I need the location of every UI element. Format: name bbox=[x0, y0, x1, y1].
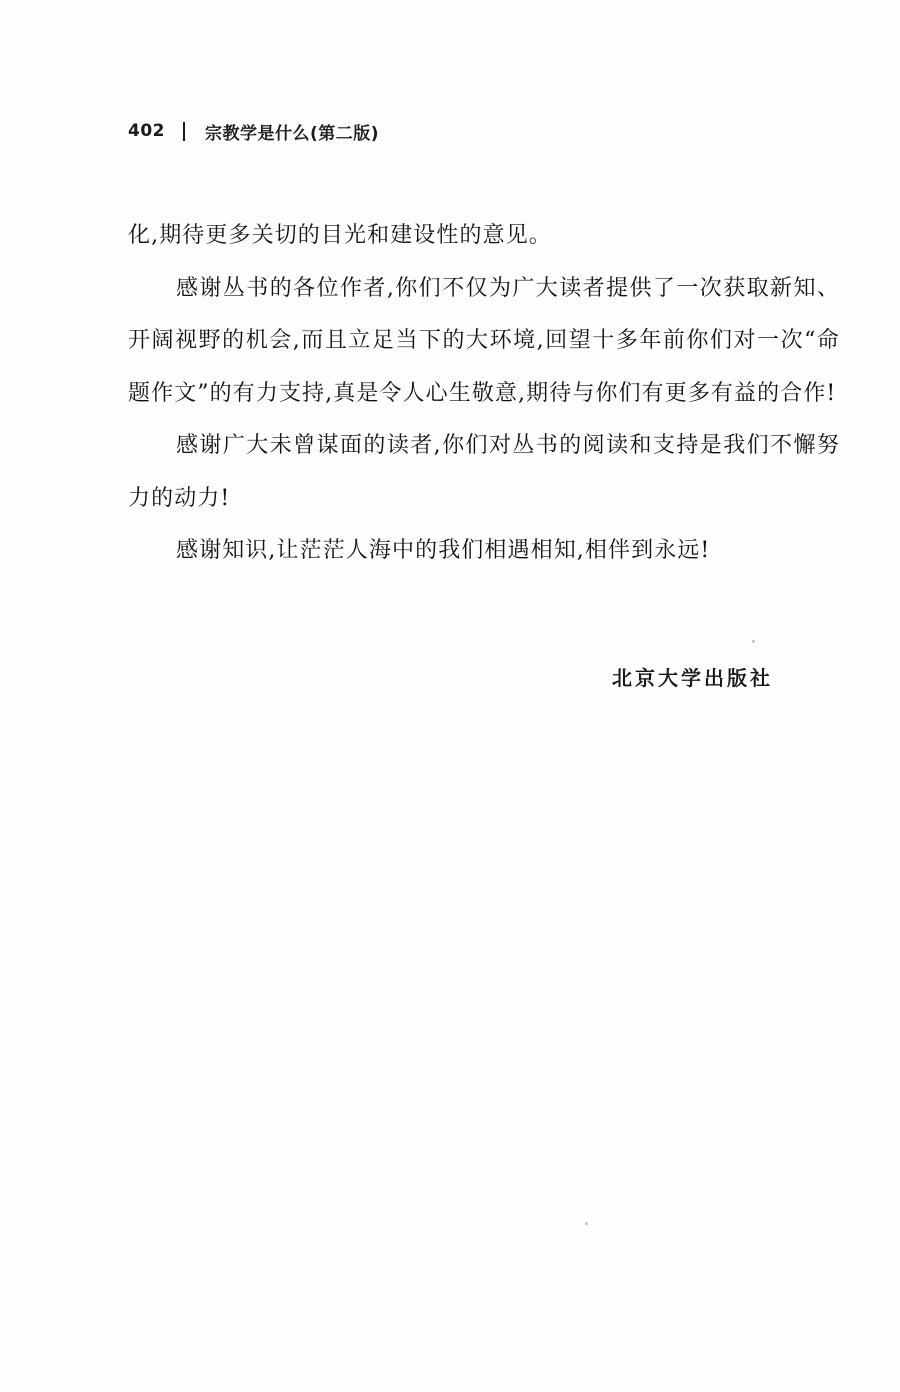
paragraph-thanks-knowledge: 感谢知识,让茫茫人海中的我们相遇相知,相伴到永远! bbox=[176, 538, 711, 563]
publisher-signature: 北京大学出版社 bbox=[612, 666, 773, 690]
body-text bbox=[128, 210, 840, 578]
paragraph-thanks-readers: 感谢广大未曾谋面的读者,你们对丛书的阅读和支持是我们不懈努力的动力! bbox=[128, 433, 840, 511]
book-title: 宗教学是什么(第二版) bbox=[205, 123, 380, 144]
paragraph-thanks-authors: 感谢丛书的各位作者,你们不仅为广大读者提供了一次获取新知、开阔视野的机会,而且立足当下的大环境,回望十多年前你们对一次“命题作文”的有力支持,真是令人心生敬意,期待与你们有更多有益的合作! bbox=[128, 275, 840, 406]
paper-speck bbox=[585, 1222, 588, 1225]
paper-speck bbox=[752, 640, 755, 643]
running-header bbox=[128, 118, 379, 144]
page-number: 402 bbox=[128, 121, 165, 141]
header-divider bbox=[183, 122, 185, 141]
paragraph-continuation: 化,期待更多关切的目光和建设性的意见。 bbox=[128, 223, 552, 248]
